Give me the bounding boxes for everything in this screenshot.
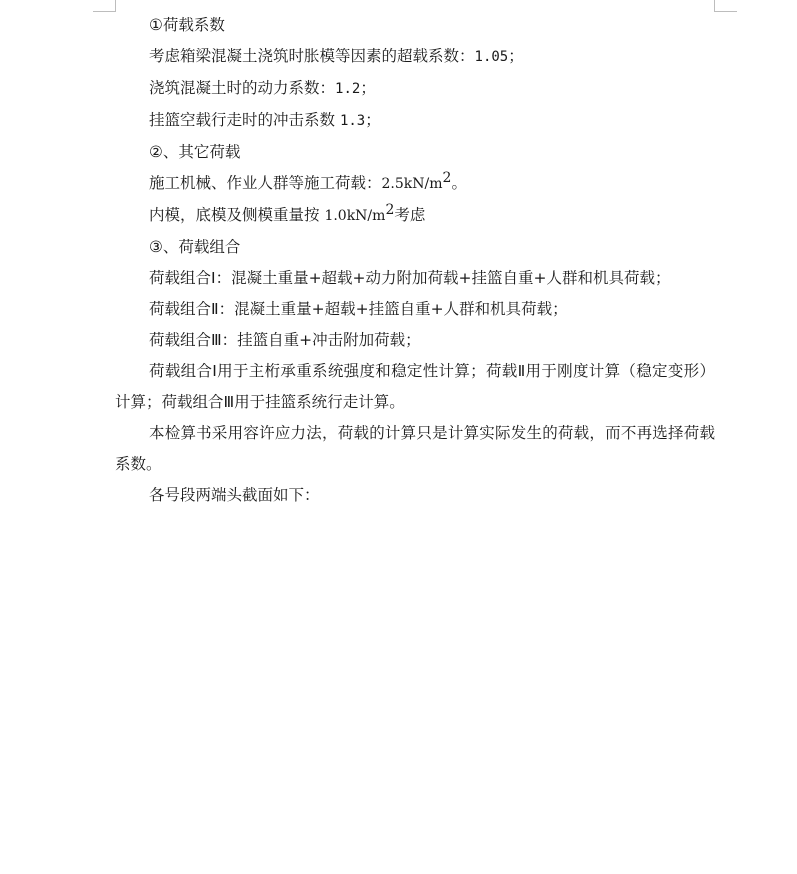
formwork-weight-text: 内模，底模及侧模重量按 <box>149 206 325 224</box>
impact-factor-text: 挂篮空载行走时的冲击系数 <box>149 111 340 129</box>
impact-factor-value: 1.3 <box>339 113 366 129</box>
combination-usage-paragraph: 荷载组合Ⅰ用于主桁承重系统强度和稳定性计算；荷载Ⅱ用于刚度计算（稳定变形）计算；荷载组合Ⅲ用于挂篮系统行走计算。 <box>115 362 715 411</box>
sections-intro-line: 各号段两端头截面如下： <box>149 486 320 504</box>
construction-load-value: 2.5kN/m <box>381 176 443 192</box>
formwork-weight-value: 1.0kN/m <box>324 208 386 224</box>
section-heading-load-combinations: ③、荷载组合 <box>149 238 241 256</box>
load-combination-1: 荷载组合Ⅰ：混凝土重量+超载+动力附加荷载+挂篮自重+人群和机具荷载； <box>149 269 671 287</box>
overload-factor-value: 1.05 <box>474 49 509 65</box>
overload-factor-end: ； <box>508 47 524 65</box>
load-combination-3: 荷载组合Ⅲ：挂篮自重+冲击附加荷载； <box>149 331 421 349</box>
impact-factor-end: ； <box>365 111 381 129</box>
construction-load-sup: 2 <box>442 169 452 186</box>
document-body <box>115 10 715 511</box>
construction-load-text: 施工机械、作业人群等施工荷载： <box>149 174 382 192</box>
page-margin-mark-left <box>93 0 116 12</box>
construction-load-end: 。 <box>451 174 467 192</box>
impact-factor-line <box>115 105 715 137</box>
formwork-weight-sup: 2 <box>385 201 395 218</box>
dynamic-factor-value: 1.2 <box>335 81 361 97</box>
dynamic-factor-line <box>115 73 715 105</box>
calculation-method-paragraph: 本检算书采用容许应力法，荷载的计算只是计算实际发生的荷载，而不再选择荷载系数。 <box>115 424 715 473</box>
overload-factor-text: 考虑箱梁混凝土浇筑时胀模等因素的超载系数： <box>149 47 475 65</box>
dynamic-factor-end: ； <box>360 79 376 97</box>
load-combination-2: 荷载组合Ⅱ：混凝土重量+超载+挂篮自重+人群和机具荷载； <box>149 300 568 318</box>
section-heading-load-factors: ①荷载系数 <box>149 16 225 34</box>
formwork-weight-line <box>115 200 715 232</box>
overload-factor-line <box>115 41 715 73</box>
section-heading-other-loads: ②、其它荷载 <box>149 143 241 161</box>
dynamic-factor-text: 浇筑混凝土时的动力系数： <box>149 79 336 97</box>
page-margin-mark-right <box>714 0 737 12</box>
formwork-weight-end: 考虑 <box>394 206 426 224</box>
construction-load-line <box>115 168 715 200</box>
